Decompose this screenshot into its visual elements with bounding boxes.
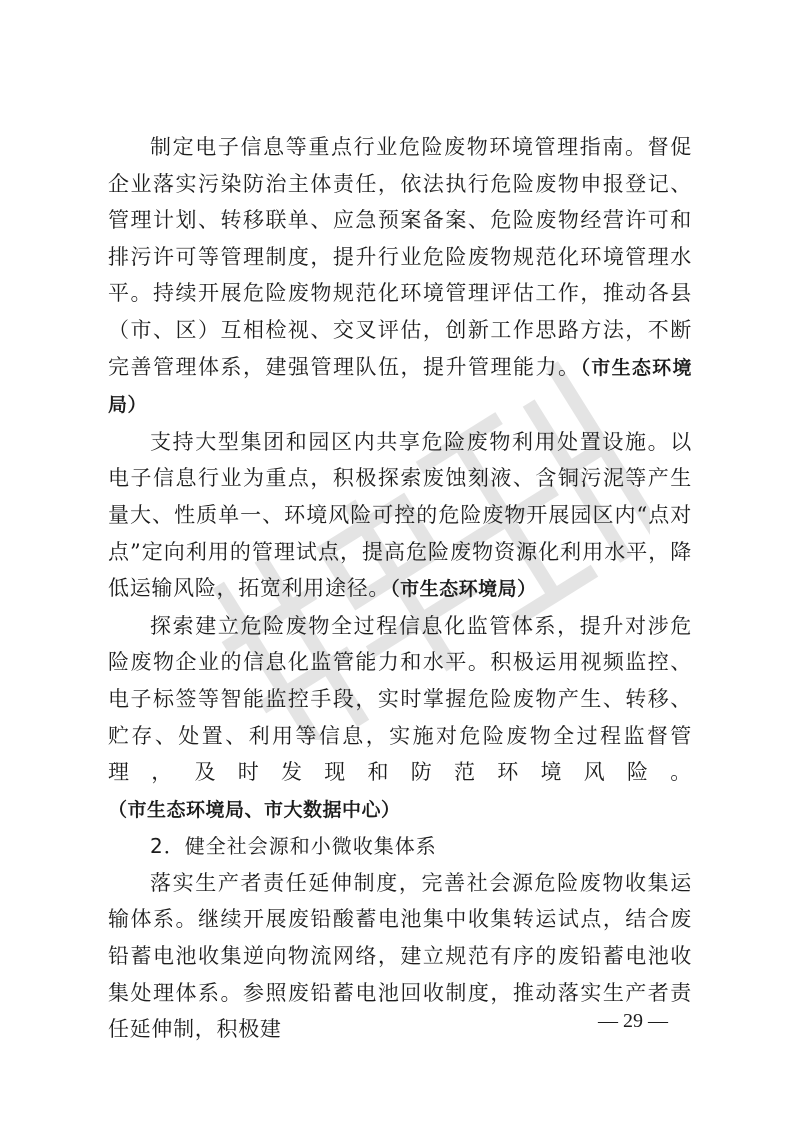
paragraph [108, 608, 692, 829]
responsible-unit: （市生态环境局、市大数据中心） [108, 798, 401, 821]
paragraph-text: 探索建立危险废物全过程信息化监管体系，提升对涉危险废物企业的信息化监管能力和水平。积极运用视频监控、电子标签等智能监控手段，实时掌握危险废物产生、转移、贮存、处置、利用等信息，实施对危险废物全过程监督管理，及时发现和防范环境风险。 [108, 613, 692, 785]
paragraph [108, 129, 692, 424]
paragraph [108, 424, 692, 608]
section-heading: 2．健全社会源和小微收集体系 [150, 834, 437, 859]
paragraph: 落实生产者责任延伸制度，完善社会源危险废物收集运输体系。继续开展废铅酸蓄电池集中收集转运试点，结合废铅蓄电池收集逆向物流网络，建立规范有序的废铅蓄电池收集处理体系。参照废铅蓄电池回收制度，推动落实生产者责任延伸制，积极建 [108, 870, 692, 1042]
responsible-unit: （市生态环境局） [108, 356, 692, 417]
page-number: — 29 — [598, 1010, 668, 1032]
document-body [108, 129, 692, 1048]
paragraph-text: 支持大型集团和园区内共享危险废物利用处置设施。以电子信息行业为重点，积极探索废蚀刻液、含铜污泥等产生量大、性质单一、环境风险可控的危险废物开展园区内“点对点”定向利用的管理试点，提高危险废物资源化利用水平，降低运输风险，拓宽利用途径。 [108, 429, 692, 601]
responsible-unit: （市生态环境局） [390, 578, 537, 601]
paragraph-text: 制定电子信息等重点行业危险废物环境管理指南。督促企业落实污染防治主体责任，依法执行危险废物申报登记、管理计划、转移联单、应急预案备案、危险废物经营许可和排污许可等管理制度，提升行业危险废物规范化环境管理水平。持续开展危险废物规范化环境管理评估工作，推动各县（市、区）互相检视、交叉评估，创新工作思路方法，不断完善管理体系，建强管理队伍，提升管理能力。 [108, 135, 692, 379]
